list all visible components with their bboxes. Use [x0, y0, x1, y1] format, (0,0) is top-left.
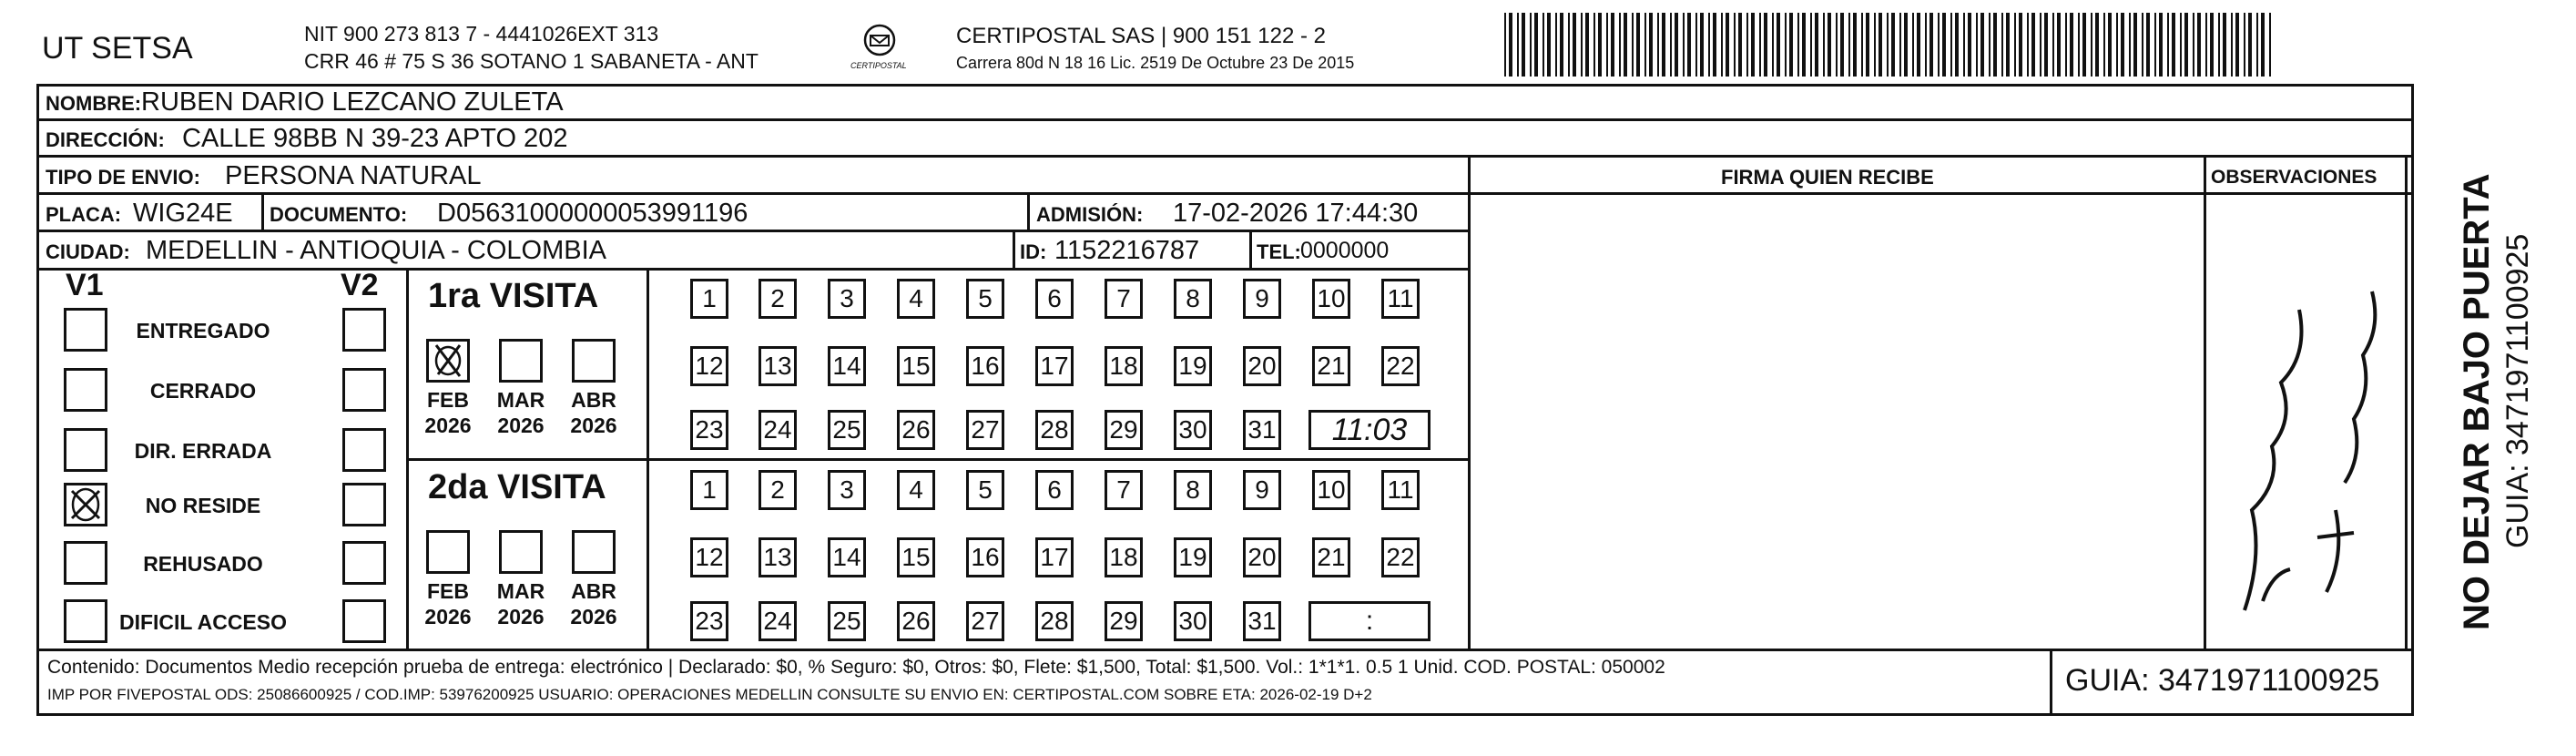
barcode-bar [1785, 13, 1787, 77]
barcode-bar [2065, 13, 2067, 77]
month-label: ABR [571, 579, 616, 603]
year-label: 2026 [570, 414, 617, 437]
barcode-bar [1942, 13, 1946, 77]
barcode-bar [1746, 13, 1748, 77]
year-label: 2026 [424, 414, 472, 437]
day-box[interactable]: 7 [1105, 470, 1143, 510]
side-guia: GUIA: 3471971100925 [2500, 233, 2535, 548]
day-box[interactable]: 10 [1312, 470, 1350, 510]
day-box[interactable]: 16 [966, 346, 1004, 386]
day-box[interactable]: 12 [690, 537, 728, 577]
day-box[interactable]: 1 [690, 279, 728, 319]
barcode-bar [2027, 13, 2029, 77]
tel-label: TEL: [1257, 240, 1301, 263]
day-box[interactable]: 7 [1105, 279, 1143, 319]
day-box[interactable]: 15 [897, 346, 935, 386]
barcode-bar [1509, 13, 1512, 77]
barcode-bar [1649, 13, 1653, 77]
barcode-bar [1764, 13, 1767, 77]
barcode-bar [1560, 13, 1563, 77]
barcode-bar [1925, 13, 1927, 77]
day-box[interactable]: 16 [966, 537, 1004, 577]
day-box[interactable]: 12 [690, 346, 728, 386]
barcode-bar [1721, 13, 1723, 77]
barcode-bar [1938, 13, 1940, 77]
day-box[interactable]: 1 [690, 470, 728, 510]
barcode-bar [2172, 13, 2175, 77]
id-label: ID: [1020, 240, 1047, 263]
day-box[interactable]: 25 [828, 601, 866, 641]
day-box[interactable]: 29 [1105, 601, 1143, 641]
day-box[interactable]: 18 [1105, 346, 1143, 386]
barcode-bar [2256, 13, 2258, 77]
day-box[interactable]: 11 [1381, 279, 1420, 319]
day-box[interactable]: 25 [828, 410, 866, 450]
barcode-bar [2052, 13, 2054, 77]
v2-header: V2 [341, 268, 379, 302]
tipo-envio-label: TIPO DE ENVIO: [46, 166, 200, 189]
barcode-bar [1517, 13, 1519, 77]
day-box[interactable]: 14 [828, 346, 866, 386]
barcode-bar [1993, 13, 1997, 77]
day-box[interactable]: 31 [1243, 601, 1281, 641]
barcode-bar [2167, 13, 2169, 77]
barcode-bar [1904, 13, 1908, 77]
day-box[interactable]: 21 [1312, 537, 1350, 577]
barcode-bar [1912, 13, 1914, 77]
barcode-bar [1675, 13, 1678, 77]
day-box[interactable]: 21 [1312, 346, 1350, 386]
barcode-bar [2248, 13, 2252, 77]
day-box[interactable]: 27 [966, 601, 1004, 641]
barcode-bar [1828, 13, 1831, 77]
day-box[interactable]: 19 [1174, 346, 1212, 386]
day-box[interactable]: 26 [897, 601, 935, 641]
barcode-bar [1955, 13, 1959, 77]
barcode-bar [2142, 13, 2143, 77]
year-label: 2026 [497, 414, 545, 437]
day-box[interactable]: 30 [1174, 601, 1212, 641]
barcode-bar [1751, 13, 1755, 77]
barcode-bar [2108, 13, 2112, 77]
barcode-bar [1789, 13, 1793, 77]
barcode-bar [2197, 13, 2201, 77]
day-box[interactable]: 26 [897, 410, 935, 450]
barcode-bar [2146, 13, 2150, 77]
day-box[interactable]: 27 [966, 410, 1004, 450]
barcode-bar [2129, 13, 2131, 77]
footer-print-info: IMP POR FIVEPOSTAL ODS: 25086600925 / COD.IMP: 53976200925 USUARIO: OPERACIONES MEDELLIN CONSULTE SU ENVIO EN: CERTIPOSTAL.COM SOBRE ETA: 2026-02-19 D+2 [47, 686, 1372, 703]
barcode-bar [1543, 13, 1544, 77]
day-box[interactable]: 4 [897, 470, 935, 510]
admision-label: ADMISIÓN: [1036, 203, 1144, 226]
time-box[interactable]: 11:03 [1308, 410, 1431, 450]
day-box[interactable]: 28 [1035, 410, 1074, 450]
month-label: FEB [427, 388, 469, 412]
barcode-bar [2223, 13, 2226, 77]
logo-text: CERTIPOSTAL [850, 61, 907, 70]
barcode-bar [2244, 13, 2245, 77]
day-box[interactable]: 14 [828, 537, 866, 577]
footer-content: Contenido: Documentos Medio recepción prueba de entrega: electrónico | Declarado: $0, % Seguro: $0, Otros: $0, Flete: $1,500, Total: $1,500. Vol.: 1*1*1. 0.5 1 Unid. COD. POSTAL: 050002 [47, 657, 1665, 678]
carrier-license: Carrera 80d N 18 16 Lic. 2519 De Octubre 23 De 2015 [956, 54, 1355, 72]
barcode-bar [1853, 13, 1857, 77]
barcode-bar [2040, 13, 2041, 77]
day-box[interactable]: 17 [1035, 346, 1074, 386]
placa-value: WIG24E [133, 199, 233, 228]
certipostal-logo [850, 22, 907, 75]
day-box[interactable]: 17 [1035, 537, 1074, 577]
day-box[interactable]: 10 [1312, 279, 1350, 319]
id-value: 1152216787 [1054, 236, 1200, 265]
year-label: 2026 [497, 605, 545, 628]
barcode-bar [2218, 13, 2220, 77]
month-checkbox[interactable] [426, 339, 470, 383]
nombre-label: NOMBRE: [46, 92, 142, 115]
company-name: UT SETSA [42, 31, 193, 66]
barcode-bar [1568, 13, 1570, 77]
year-label: 2026 [570, 605, 617, 628]
day-box[interactable]: 9 [1243, 279, 1281, 319]
barcode-bar [1874, 13, 1876, 77]
barcode-bar [1687, 13, 1691, 77]
barcode-bar [2014, 13, 2016, 77]
day-box[interactable]: 19 [1174, 537, 1212, 577]
day-box[interactable]: 13 [759, 537, 797, 577]
barcode-bar [1891, 13, 1895, 77]
day-box[interactable]: 28 [1035, 601, 1074, 641]
status-label: DIR. ERRADA [134, 439, 272, 463]
observaciones-handwriting [2208, 209, 2401, 638]
barcode-bar [1713, 13, 1716, 77]
barcode-bar [1836, 13, 1838, 77]
month-checkbox[interactable] [426, 530, 470, 574]
barcode-bar [1581, 13, 1583, 77]
barcode-bar [1866, 13, 1869, 77]
day-box[interactable]: 2 [759, 279, 797, 319]
day-box[interactable]: 2 [759, 470, 797, 510]
barcode-bar [1815, 13, 1818, 77]
barcode-bar [2261, 13, 2265, 77]
tipo-envio-value: PERSONA NATURAL [225, 161, 482, 190]
barcode-bar [1802, 13, 1806, 77]
barcode-bar [1772, 13, 1774, 77]
status-label: DIFICIL ACCESO [118, 610, 287, 634]
barcode-bar [2269, 13, 2271, 77]
barcode-bar [1636, 13, 1640, 77]
status-label: CERRADO [149, 379, 257, 403]
day-box[interactable]: 20 [1243, 346, 1281, 386]
footer-guia: GUIA: 3471971100925 [2065, 663, 2380, 698]
second-visit-title: 2da VISITA [428, 468, 606, 506]
barcode-bar [1670, 13, 1672, 77]
month-checkbox[interactable] [499, 339, 543, 383]
observaciones-header: OBSERVACIONES [2211, 167, 2377, 188]
barcode-bar [2235, 13, 2239, 77]
ciudad-label: CIUDAD: [46, 240, 130, 263]
day-box[interactable]: 30 [1174, 410, 1212, 450]
barcode-bar [2193, 13, 2194, 77]
barcode-bar [1547, 13, 1551, 77]
day-box[interactable]: 20 [1243, 537, 1281, 577]
handwritten-note-icon [2208, 209, 2401, 638]
month-label: MAR [496, 579, 545, 603]
barcode-bar [2091, 13, 2092, 77]
day-box[interactable]: 24 [759, 410, 797, 450]
barcode-bar [1734, 13, 1736, 77]
day-box[interactable]: 29 [1105, 410, 1143, 450]
barcode-bar [1963, 13, 1965, 77]
day-box[interactable]: 24 [759, 601, 797, 641]
day-box[interactable]: 23 [690, 410, 728, 450]
barcode-bar [1848, 13, 1850, 77]
barcode-bar [1797, 13, 1799, 77]
tracking-barcode [1504, 13, 2274, 77]
day-box[interactable]: 4 [897, 279, 935, 319]
barcode-bar [1644, 13, 1646, 77]
barcode-bar [1534, 13, 1538, 77]
year-label: 2026 [424, 605, 472, 628]
barcode-bar [2210, 13, 2214, 77]
day-box[interactable]: 5 [966, 470, 1004, 510]
day-box[interactable]: 18 [1105, 537, 1143, 577]
company-nit: NIT 900 273 813 7 - 4441026EXT 313 [304, 22, 659, 46]
barcode-bar [2078, 13, 2080, 77]
month-checkbox[interactable] [499, 530, 543, 574]
barcode-bar [1606, 13, 1608, 77]
day-box[interactable]: 8 [1174, 470, 1212, 510]
barcode-bar [1624, 13, 1627, 77]
barcode-bar [1929, 13, 1933, 77]
barcode-bar [2031, 13, 2035, 77]
month-label: ABR [571, 388, 616, 412]
month-label: MAR [496, 388, 545, 412]
barcode-bar [1695, 13, 1697, 77]
month-checkbox[interactable] [572, 339, 616, 383]
barcode-bar [1530, 13, 1532, 77]
barcode-bar [1810, 13, 1812, 77]
day-box[interactable]: 3 [828, 279, 866, 319]
barcode-bar [1522, 13, 1525, 77]
day-box[interactable]: 11 [1381, 470, 1420, 510]
day-box[interactable]: 22 [1381, 346, 1420, 386]
day-box[interactable]: 31 [1243, 410, 1281, 450]
day-box[interactable]: 3 [828, 470, 866, 510]
barcode-bar [2057, 13, 2061, 77]
barcode-bar [1887, 13, 1889, 77]
barcode-bar [2001, 13, 2003, 77]
barcode-bar [1989, 13, 1991, 77]
barcode-bar [1976, 13, 1978, 77]
carrier-name: CERTIPOSTAL SAS | 900 151 122 - 2 [956, 24, 1326, 48]
barcode-bar [1879, 13, 1882, 77]
documento-value: D05631000000053991196 [437, 199, 748, 228]
barcode-bar [1968, 13, 1971, 77]
barcode-bar [2231, 13, 2233, 77]
barcode-bar [1504, 13, 1506, 77]
check-mark-icon [429, 342, 467, 380]
nombre-value: RUBEN DARIO LEZCANO ZULETA [141, 87, 564, 117]
barcode-bar [1899, 13, 1901, 77]
day-box[interactable]: 8 [1174, 279, 1212, 319]
barcode-bar [2180, 13, 2182, 77]
barcode-bar [1555, 13, 1557, 77]
barcode-bar [1738, 13, 1742, 77]
barcode-bar [1861, 13, 1863, 77]
status-label: REHUSADO [143, 552, 263, 576]
v1-header: V1 [66, 268, 104, 302]
time-box[interactable]: : [1308, 601, 1431, 641]
barcode-bar [2082, 13, 2086, 77]
first-visit-title: 1ra VISITA [428, 277, 599, 315]
barcode-bar [1619, 13, 1621, 77]
day-box[interactable]: 5 [966, 279, 1004, 319]
barcode-bar [1759, 13, 1761, 77]
barcode-bar [1632, 13, 1634, 77]
day-box[interactable]: 6 [1035, 470, 1074, 510]
status-label: ENTREGADO [136, 319, 270, 342]
barcode-bar [2019, 13, 2022, 77]
barcode-bar [1840, 13, 1844, 77]
barcode-bar [2159, 13, 2163, 77]
documento-label: DOCUMENTO: [270, 203, 408, 226]
status-label: NO RESIDE [145, 494, 261, 517]
day-box[interactable]: 23 [690, 601, 728, 641]
no-dejar-bajo-puerta: NO DEJAR BAJO PUERTA [2457, 173, 2497, 630]
barcode-bar [1708, 13, 1710, 77]
barcode-bar [2070, 13, 2073, 77]
day-box[interactable]: 22 [1381, 537, 1420, 577]
barcode-bar [1950, 13, 1952, 77]
barcode-bar [1585, 13, 1589, 77]
direccion-label: DIRECCIÓN: [46, 128, 165, 151]
barcode-bar [1573, 13, 1576, 77]
admision-value: 17-02-2026 17:44:30 [1173, 199, 1419, 228]
direccion-value: CALLE 98BB N 39-23 APTO 202 [182, 124, 568, 153]
barcode-bar [2121, 13, 2124, 77]
barcode-bar [2116, 13, 2118, 77]
barcode-bar [1657, 13, 1659, 77]
day-box[interactable]: 13 [759, 346, 797, 386]
ciudad-value: MEDELLIN - ANTIOQUIA - COLOMBIA [146, 236, 606, 265]
month-checkbox[interactable] [572, 530, 616, 574]
barcode-bar [2044, 13, 2048, 77]
barcode-bar [2154, 13, 2156, 77]
barcode-bar [1662, 13, 1665, 77]
barcode-bar [2184, 13, 2188, 77]
day-box[interactable]: 9 [1243, 470, 1281, 510]
day-box[interactable]: 6 [1035, 279, 1074, 319]
barcode-bar [2133, 13, 2137, 77]
firma-header: FIRMA QUIEN RECIBE [1721, 166, 1934, 189]
barcode-bar [1598, 13, 1602, 77]
barcode-bar [2006, 13, 2010, 77]
barcode-bar [1700, 13, 1704, 77]
barcode-bar [1683, 13, 1685, 77]
barcode-bar [2103, 13, 2105, 77]
placa-label: PLACA: [46, 203, 122, 226]
barcode-bar [1777, 13, 1780, 77]
barcode-bar [2205, 13, 2207, 77]
barcode-bar [1593, 13, 1595, 77]
company-address: CRR 46 # 75 S 36 SOTANO 1 SABANETA - ANT [304, 49, 759, 73]
month-label: FEB [427, 579, 469, 603]
barcode-bar [1611, 13, 1614, 77]
barcode-bar [1980, 13, 1984, 77]
barcode-bar [1726, 13, 1729, 77]
day-box[interactable]: 15 [897, 537, 935, 577]
barcode-bar [1917, 13, 1920, 77]
tel-value: 0000000 [1300, 238, 1390, 263]
barcode-bar [1823, 13, 1825, 77]
barcode-bar [2095, 13, 2099, 77]
